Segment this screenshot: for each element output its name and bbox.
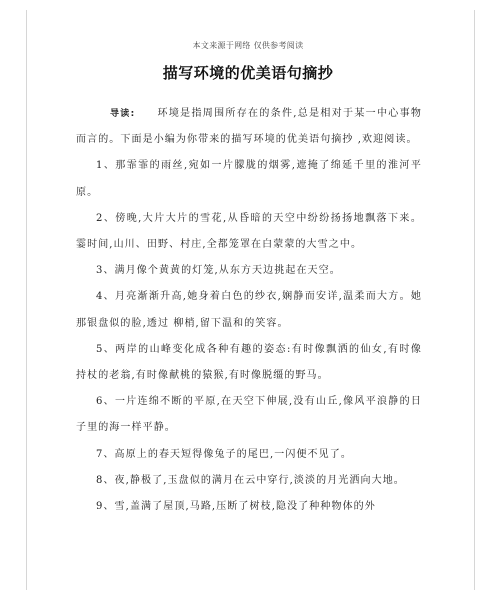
intro-text: 环境是指周围所存在的条件,总是相对于某一中心事物而言的。下面是小编为你带来的描写环境的优美语句摘抄 ,欢迎阅读。	[76, 108, 422, 146]
sentence-item-1: 1、那霏霏的雨丝,宛如一片朦胧的烟雾,遮掩了绵延千里的淮河平原。	[76, 160, 422, 198]
sentence-item-4: 4、月亮渐渐升高,她身着白色的纱衣,娴静而安详,温柔而大方。她那银盘似的脸,透过 柳梢,留下温和的笑容。	[76, 291, 422, 329]
sentence-item-6: 6、一片连绵不断的平原,在天空下伸展,没有山丘,像风平浪静的日子里的海一样平静。	[76, 396, 422, 434]
sentence-item-5: 5、两岸的山峰变化成各种有趣的姿态:有时像飘洒的仙女,有时像持杖的老翁,有时像献桃的猿猴,有时像脱缰的野马。	[76, 343, 422, 382]
sentence-item-9: 9、雪,盖满了屋顶,马路,压断了树枝,隐没了种种物体的外	[96, 501, 376, 513]
sentence-item-2: 2、傍晚,大片大片的雪花,从昏暗的天空中纷纷扬扬地飘落下来。霎时间,山川、田野、村庄,全都笼罩在白蒙蒙的大雪之中。	[76, 212, 422, 251]
source-note: 本文来源于网络 仅供参考阅读	[192, 41, 304, 50]
sentence-item-7: 7、高原上的春天短得像兔子的尾巴,一闪便不见了。	[96, 448, 352, 460]
sentence-item-3: 3、满月像个黄黄的灯笼,从东方天边挑起在天空。	[96, 265, 341, 277]
sentence-item-8: 8、夜,静极了,玉盘似的满月在云中穿行,淡淡的月光洒向大地。	[96, 474, 405, 486]
intro-label: 导读:	[110, 109, 136, 119]
document-title: 描写环境的优美语句摘抄	[162, 64, 334, 82]
document-body	[76, 101, 422, 520]
intro-paragraph	[76, 101, 422, 153]
